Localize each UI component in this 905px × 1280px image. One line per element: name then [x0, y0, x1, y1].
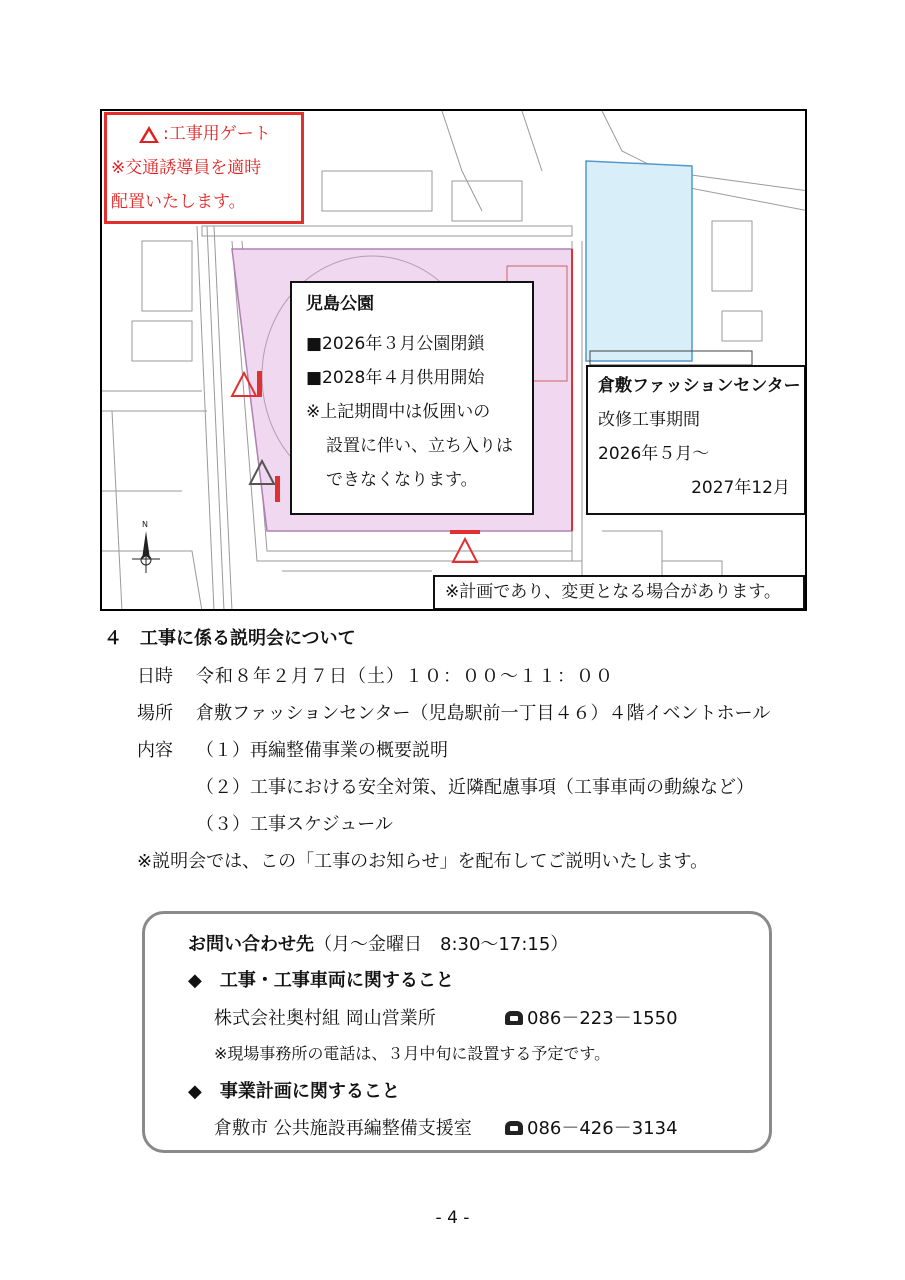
place-value: 倉敷ファッションセンター（児島駅前一丁目４６）４階イベントホール [196, 703, 771, 724]
park-info-box [290, 281, 534, 515]
park-note-cont: 設置に伴い、立ち入りは [326, 436, 513, 456]
gate-legend-note: ※交通誘導員を適時 [111, 158, 262, 178]
fashion-center-period-label: 改修工事期間 [598, 410, 700, 430]
site-map [100, 109, 807, 611]
fashion-center-title: 倉敷ファッションセンター [598, 376, 801, 396]
content-item-3: （３）工事スケジュール [196, 814, 393, 835]
date-label: 日時 [137, 666, 173, 687]
contact-group1-phone: 086－223－1550 [527, 1008, 678, 1029]
park-note: ※上記期間中は仮囲いの [306, 402, 491, 422]
compass-label: N [142, 520, 148, 529]
contact-title: お問い合わせ先 [188, 934, 314, 955]
contact-group2-phone: 086－426－3134 [527, 1118, 678, 1139]
fashion-center-period-end: 2027年12月 [691, 478, 790, 498]
content-label: 内容 [137, 740, 173, 761]
contact-group1-heading: ◆ 工事・工事車両に関すること [188, 970, 454, 991]
park-title: 児島公園 [306, 294, 374, 314]
contact-group2-heading: ◆ 事業計画に関すること [188, 1081, 400, 1102]
plan-note: ※計画であり、変更となる場合があります。 [433, 575, 805, 610]
fashion-center-box [586, 365, 806, 515]
gate-legend-label: :工事用ゲート [163, 124, 271, 144]
warning-triangle-icon [139, 126, 159, 143]
contact-hours: （月～金曜日 8:30～17:15） [314, 934, 569, 955]
contact-group2-phone-row [505, 1114, 678, 1140]
contact-heading [188, 930, 568, 956]
page-number: - 4 - [435, 1208, 470, 1228]
place-label: 場所 [137, 703, 173, 724]
date-value: 令和８年２月７日（土）１０：００～１１：００ [196, 666, 614, 687]
contact-group1-phone-row [505, 1004, 678, 1030]
section-heading: ４ 工事に係る説明会について [104, 628, 356, 649]
park-note-end: できなくなります。 [326, 470, 478, 490]
briefing-note: ※説明会では、この「工事のお知らせ」を配布してご説明いたします。 [137, 851, 709, 872]
contact-group2-org: 倉敷市 公共施設再編整備支援室 [214, 1118, 472, 1139]
fashion-center-period-start: 2026年５月～ [598, 444, 710, 464]
contact-group1-note: ※現場事務所の電話は、３月中旬に設置する予定です。 [214, 1044, 611, 1063]
telephone-icon [505, 1121, 523, 1135]
gate-legend-note-cont: 配置いたします。 [111, 192, 246, 212]
telephone-icon [505, 1011, 523, 1025]
compass-icon [132, 531, 160, 573]
park-reopen: ■2028年４月供用開始 [306, 368, 485, 388]
park-closure: ■2026年３月公園閉鎖 [306, 334, 485, 354]
gate-legend [104, 112, 304, 224]
content-item-2: （２）工事における安全対策、近隣配慮事項（工事車両の動線など） [196, 777, 754, 798]
contact-group1-org: 株式会社奥村組 岡山営業所 [214, 1008, 436, 1029]
content-item-1: （１）再編整備事業の概要説明 [196, 740, 448, 761]
